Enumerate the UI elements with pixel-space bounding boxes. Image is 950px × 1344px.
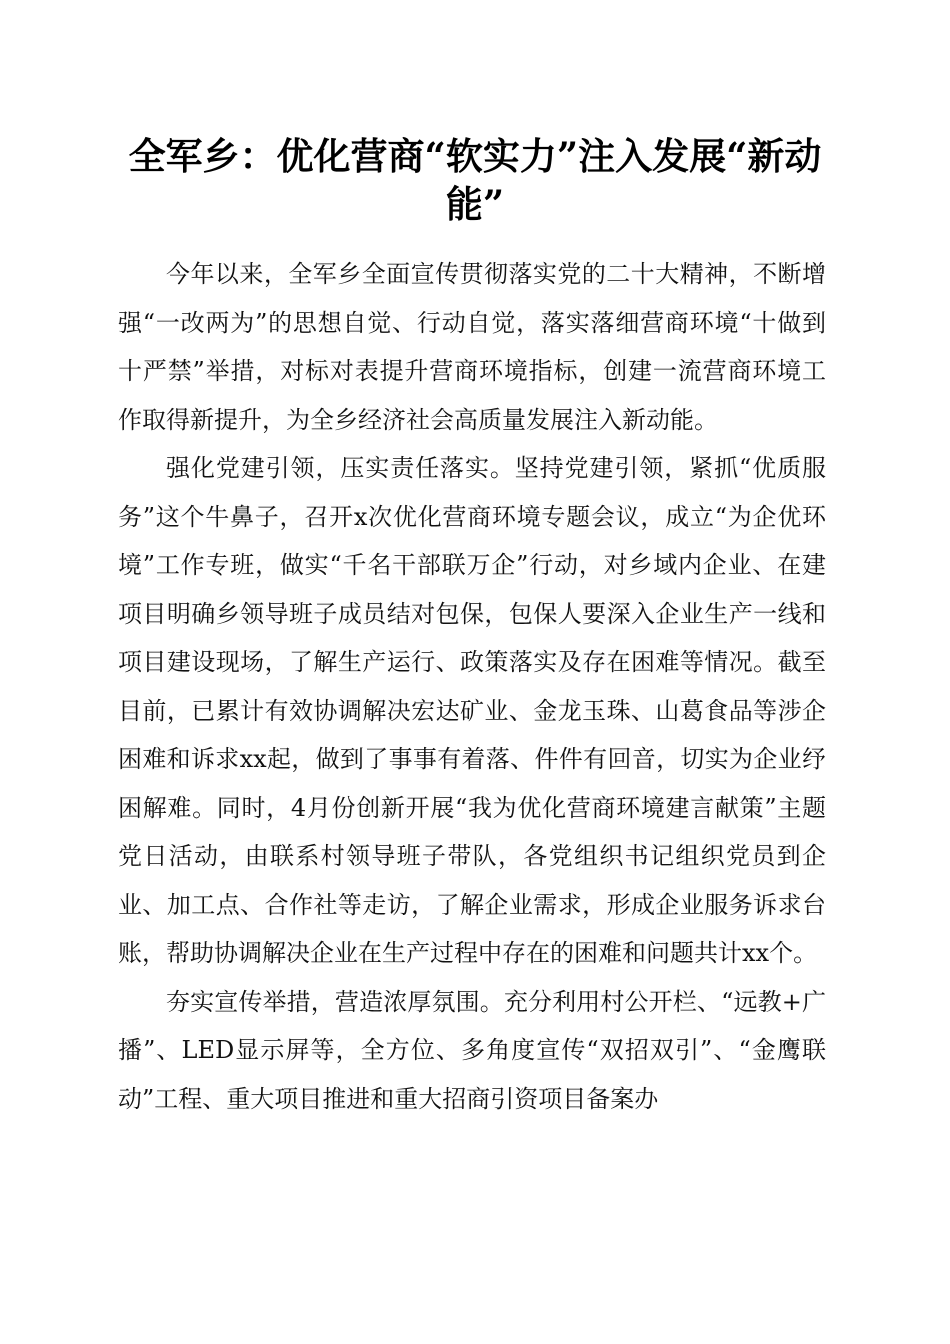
- document-title: 全军乡：优化营商“软实力”注入发展“新动能”: [128, 134, 822, 226]
- document-body: [118, 250, 826, 1123]
- paragraph-publicity: 夯实宣传举措，营造浓厚氛围。充分利用村公开栏、“远教+广播”、LED显示屏等，全方位、多角度宣传“双招双引”、“金鹰联动”工程、重大项目推进和重大招商引资项目备案办: [118, 987, 826, 1113]
- paragraph-intro: 今年以来，全军乡全面宣传贯彻落实党的二十大精神，不断增强“一改两为”的思想自觉、行动自觉，落实落细营商环境“十做到十严禁”举措，对标对表提升营商环境指标，创建一流营商环境工作取得新提升，为全乡经济社会高质量发展注入新动能。: [118, 260, 826, 434]
- paragraph-party-building: 强化党建引领，压实责任落实。坚持党建引领，紧抓“优质服务”这个牛鼻子，召开x次优化营商环境专题会议，成立“为企优环境”工作专班，做实“千名干部联万企”行动，对乡域内企业、在建项目明确乡领导班子成员结对包保，包保人要深入企业生产一线和项目建设现场，了解生产运行、政策落实及存在困难等情况。截至目前，已累计有效协调解决宏达矿业、金龙玉珠、山葛食品等涉企困难和诉求xx起，做到了事事有着落、件件有回音，切实为企业纾困解难。同时，4月份创新开展“我为优化营商环境建言献策”主题党日活动，由联系村领导班子带队，各党组织书记组织党员到企业、加工点、合作社等走访，了解企业需求，形成企业服务诉求台账，帮助协调解决企业在生产过程中存在的困难和问题共计xx个。: [118, 454, 826, 967]
